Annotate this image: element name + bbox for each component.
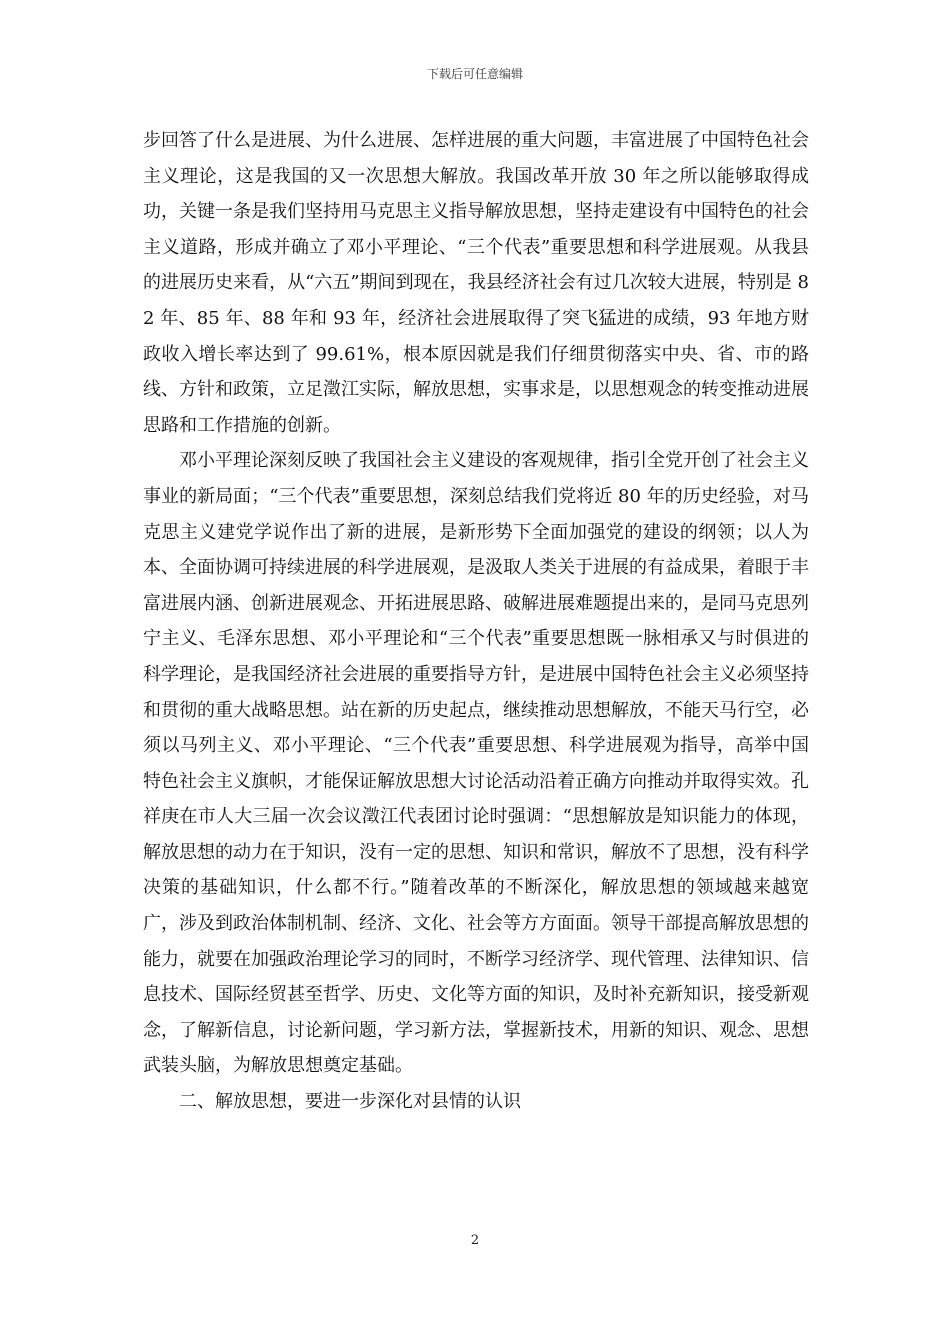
document-body [143,123,809,1120]
paragraph-deng-theory: 邓小平理论深刻反映了我国社会主义建设的客观规律，指引全党开创了社会主义事业的新局面；“三个代表”重要思想，深刻总结我们党将近 80 年的历史经验，对马克思主义建党学说作出了新的进展，是新形势下全面加强党的建设的纲领；以人为本、全面协调可持续进展的科学进展观，是汲取人类关于进展的有益成果，着眼于丰富进展内涵、创新进展观念、开拓进展思路、破解进展难题提出来的，是同马克思列宁主义、毛泽东思想、邓小平理论和“三个代表”重要思想既一脉相承又与时俱进的科学理论，是我国经济社会进展的重要指导方针，是进展中国特色社会主义必须坚持和贯彻的重大战略思想。站在新的历史起点，继续推动思想解放，不能天马行空，必须以马列主义、邓小平理论、“三个代表”重要思想、科学进展观为指导，高举中国特色社会主义旗帜，才能保证解放思想大讨论活动沿着正确方向推动并取得实效。孔祥庚在市人大三届一次会议澂江代表团讨论时强调：“思想解放是知识能力的体现，解放思想的动力在于知识，没有一定的思想、知识和常识，解放不了思想，没有科学决策的基础知识，什么都不行。”随着改革的不断深化，解放思想的领域越来越宽广，涉及到政治体制机制、经济、文化、社会等方方面面。领导干部提高解放思想的能力，就要在加强政治理论学习的同时，不断学习经济学、现代管理、法律知识、信息技术、国际经贸甚至哲学、历史、文化等方面的知识，及时补充新知识，接受新观念，了解新信息，讨论新问题，学习新方法，掌握新技术，用新的知识、观念、思想武装头脑，为解放思想奠定基础。 [143,450,809,1077]
page-header: 下载后可任意编辑 [426,67,523,81]
section-heading: 二、解放思想，要进一步深化对县情的认识 [179,1091,521,1113]
paragraph-continuation: 步回答了什么是进展、为什么进展、怎样进展的重大问题，丰富进展了中国特色社会主义理论，这是我国的又一次思想大解放。我国改革开放 30 年之所以能够取得成功，关键一条是我们坚持用马克思主义指导解放思想，坚持走建设有中国特色的社会主义道路，形成并确立了邓小平理论、“三个代表”重要思想和科学进展观。从我县的进展历史来看，从“六五”期间到现在，我县经济社会有过几次较大进展，特别是 82 年、85 年、88 年和 93 年，经济社会进展取得了突飞猛进的成绩，93 年地方财政收入增长率达到了 99.61%，根本原因就是我们仔细贯彻落实中央、省、市的路线、方针和政策，立足澂江实际，解放思想，实事求是，以思想观念的转变推动进展思路和工作措施的创新。 [143,130,809,436]
page-number: 2 [470,1233,480,1248]
